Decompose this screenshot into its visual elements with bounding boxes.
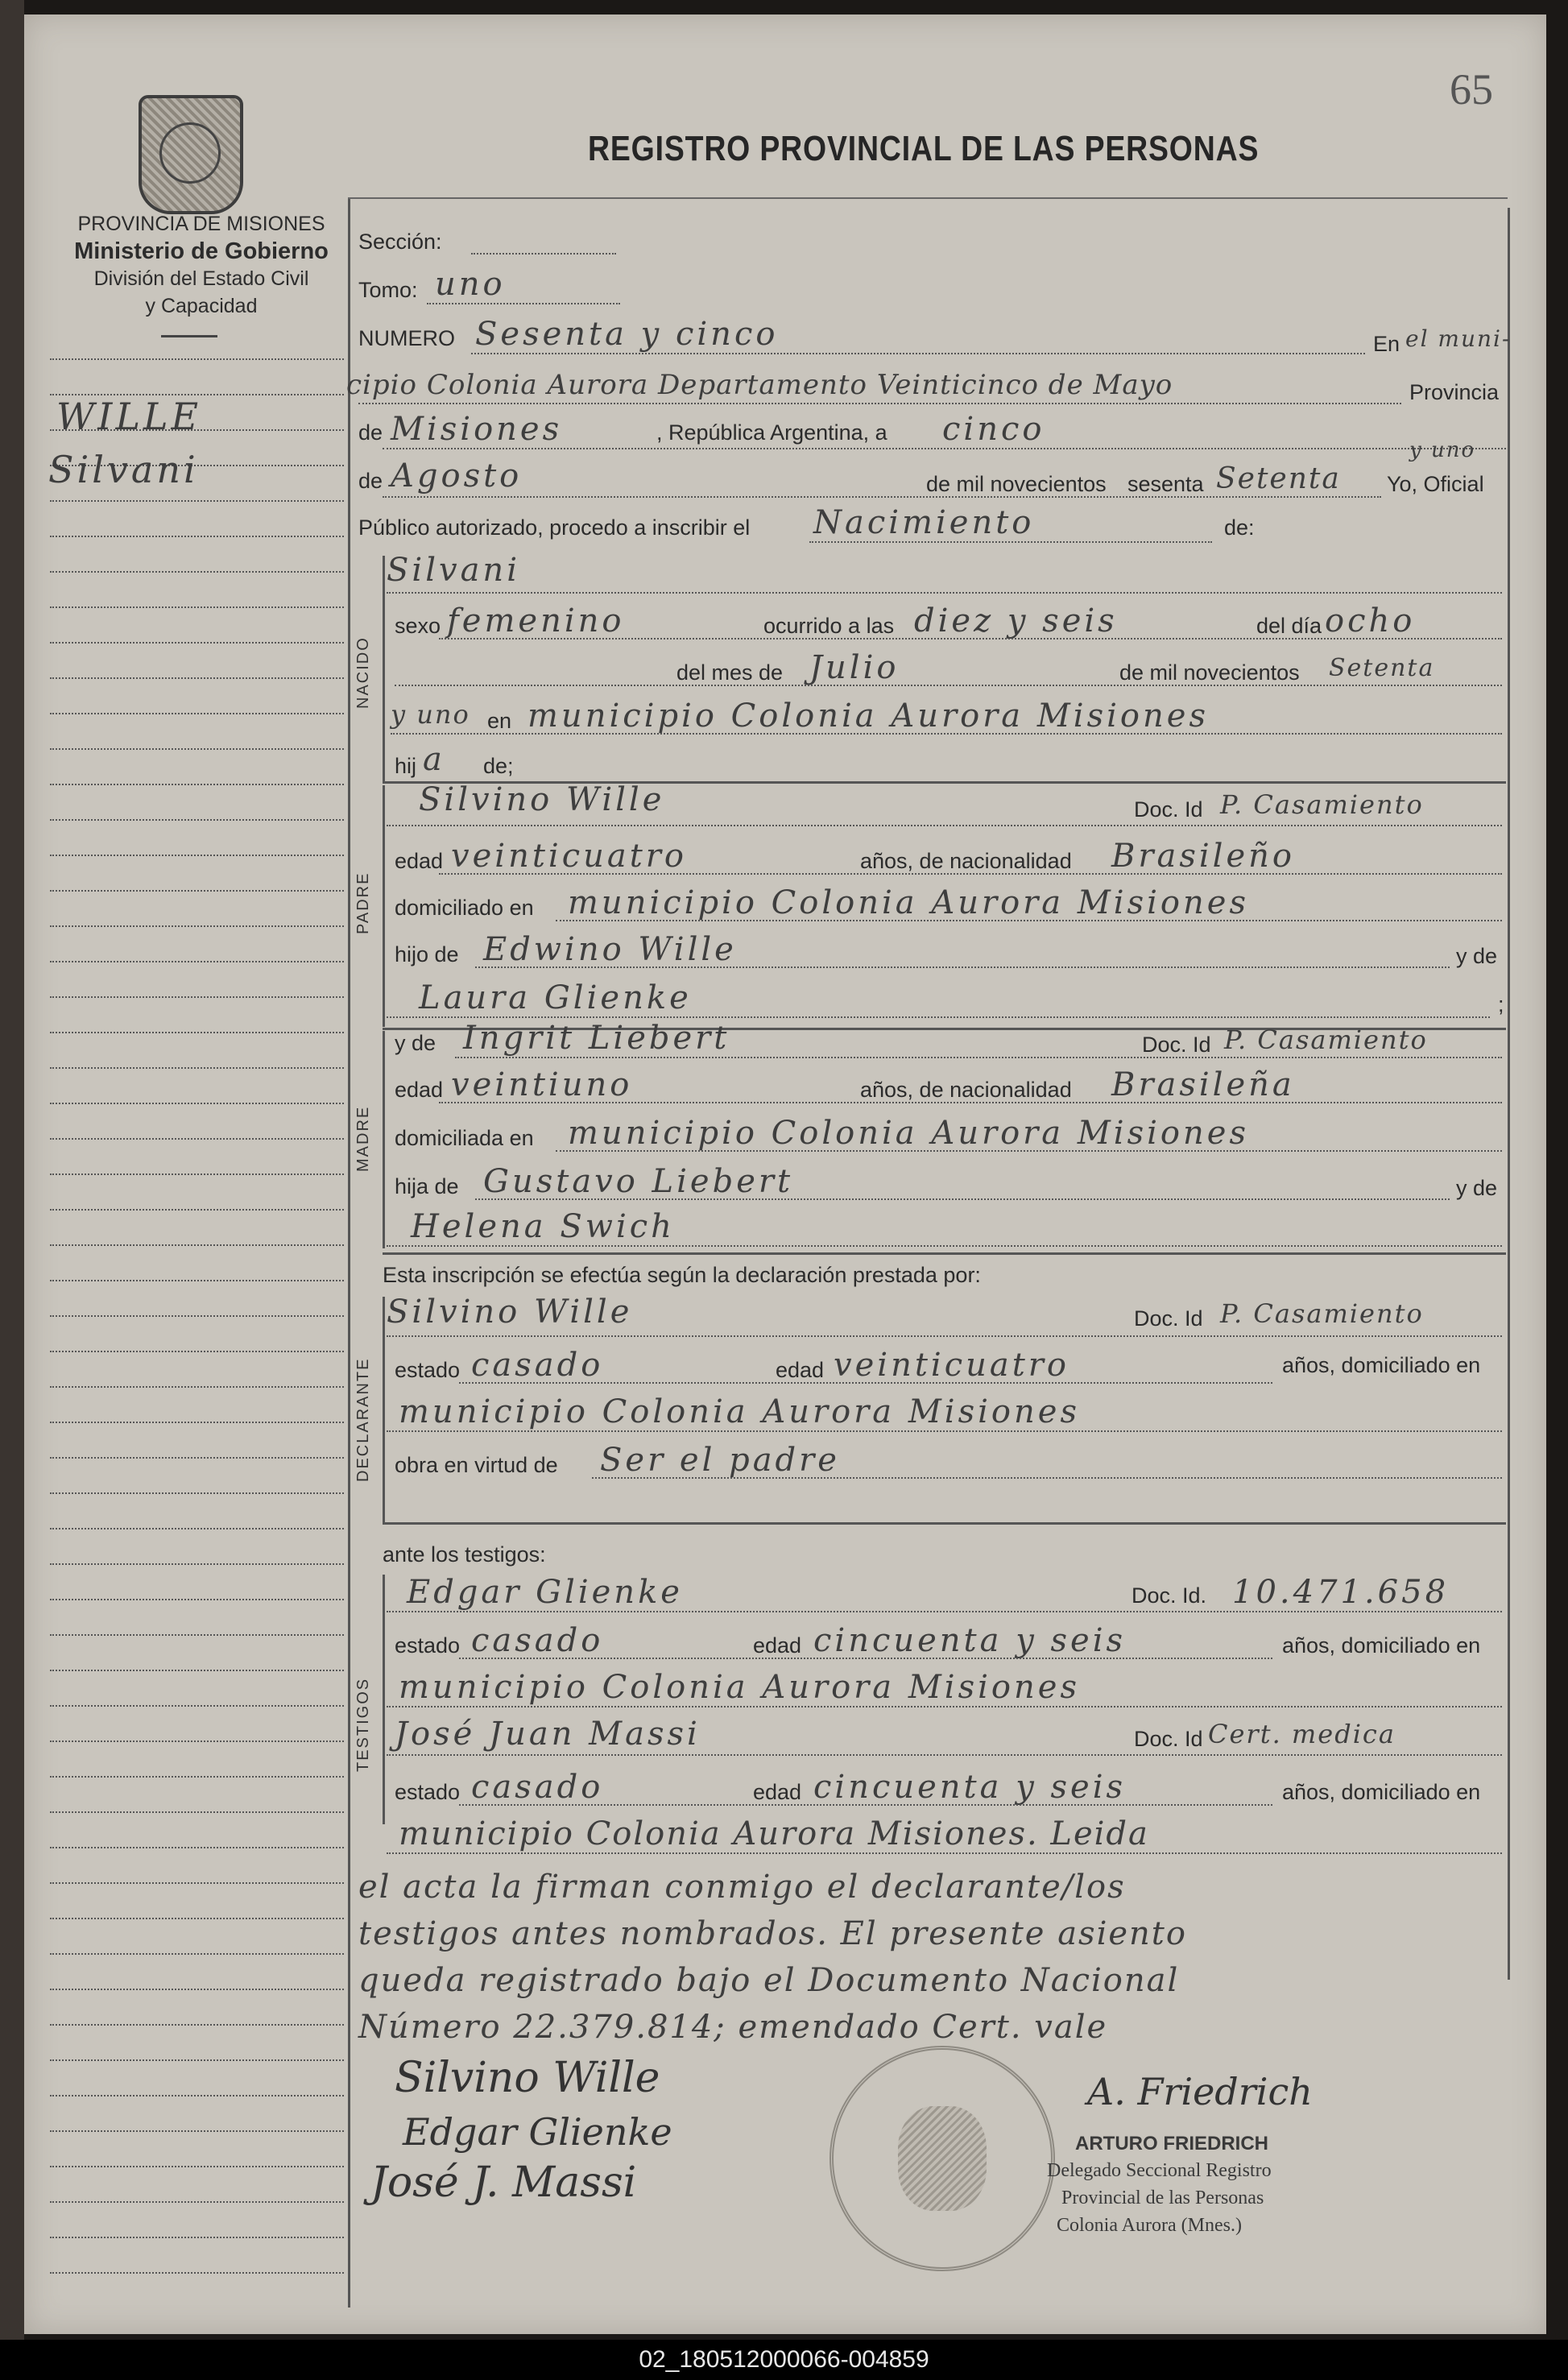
margin-rule bbox=[50, 1918, 344, 1919]
field-padre-dom: municipio Colonia Aurora Misiones bbox=[568, 884, 1249, 921]
margin-rule bbox=[50, 2095, 344, 2096]
field-padre-nombre: Silvino Wille bbox=[419, 781, 665, 818]
coat-of-arms-icon bbox=[139, 95, 243, 214]
section-madre: MADRE bbox=[354, 1105, 372, 1172]
field-dia-nac: ocho bbox=[1325, 602, 1416, 639]
margin-rule bbox=[50, 1989, 344, 1990]
field-acto: Nacimiento bbox=[813, 504, 1035, 541]
label-test1-anos: años, domiciliado en bbox=[1282, 1633, 1481, 1658]
margin-rule bbox=[50, 2201, 344, 2203]
margin-rule bbox=[50, 890, 344, 892]
nombre-line bbox=[387, 592, 1502, 594]
field-decl-doc: P. Casamiento bbox=[1220, 1298, 1424, 1329]
official-place: Colonia Aurora (Mnes.) bbox=[1057, 2215, 1242, 2236]
declarante-end-rule bbox=[383, 1522, 1506, 1525]
lugar-line bbox=[391, 733, 1502, 735]
label-hij: hij bbox=[395, 754, 417, 778]
right-border bbox=[1508, 208, 1510, 1980]
margin-rule bbox=[50, 500, 344, 502]
label-semicolon: ; bbox=[1498, 992, 1504, 1016]
label-decl-anos: años, domiciliado en bbox=[1282, 1353, 1481, 1377]
nacido-bracket bbox=[383, 556, 385, 781]
seccion-line bbox=[471, 253, 616, 255]
tomo-line bbox=[427, 303, 620, 304]
madre-edad-line bbox=[439, 1102, 1502, 1103]
test2-nombre-line bbox=[387, 1754, 1502, 1756]
label-provincia: Provincia bbox=[1409, 380, 1500, 404]
numero-line bbox=[471, 353, 1365, 354]
label-padre-edad: edad bbox=[395, 849, 444, 873]
field-mes: Agosto bbox=[391, 457, 523, 495]
madre-end-rule bbox=[383, 1252, 1506, 1255]
margin-rule bbox=[50, 677, 344, 679]
mes-nac-line bbox=[395, 685, 1502, 686]
label-padre-nac: años, de nacionalidad bbox=[860, 849, 1072, 873]
field-padre-doc: P. Casamiento bbox=[1220, 789, 1424, 820]
padre-nombre-line bbox=[387, 825, 1502, 826]
field-padre-padre: Edwino Wille bbox=[483, 931, 737, 968]
official-role-1: Delegado Seccional Registro bbox=[1047, 2160, 1272, 2181]
field-decl-obra: Ser el padre bbox=[600, 1442, 840, 1479]
closing-line-3: queda registrado bajo el Documento Nacional bbox=[358, 1962, 1180, 1999]
label-padre-y-de: y de bbox=[1456, 944, 1498, 968]
margin-rule bbox=[50, 925, 344, 927]
label-mil-nov-nac: de mil novecientos bbox=[1119, 660, 1300, 685]
madre-dom-line bbox=[556, 1150, 1502, 1152]
signature-oficial: A. Friedrich bbox=[1087, 2070, 1313, 2113]
label-decl-estado: estado bbox=[395, 1358, 461, 1382]
test2-estado-line bbox=[459, 1804, 1272, 1806]
field-numero: Sesenta y cinco bbox=[475, 316, 779, 353]
margin-given-name: Silvani bbox=[48, 448, 199, 491]
field-anio: Setenta bbox=[1216, 462, 1341, 495]
test1-estado-line bbox=[459, 1658, 1272, 1659]
margin-rule bbox=[50, 1492, 344, 1494]
decl-estado-line bbox=[459, 1382, 1272, 1384]
margin-rule bbox=[50, 1103, 344, 1104]
margin-rule bbox=[50, 1776, 344, 1778]
field-test1-edad: cincuenta y seis bbox=[813, 1622, 1127, 1659]
decl-dom-line bbox=[387, 1430, 1502, 1432]
label-sesenta: sesenta bbox=[1127, 472, 1204, 496]
field-padre-madre: Laura Glienke bbox=[419, 979, 692, 1016]
padre-madre-line bbox=[387, 1016, 1490, 1018]
testigos-bracket bbox=[383, 1575, 385, 1824]
field-municipio: cipio Colonia Aurora Departamento Veinticinco de Mayo bbox=[346, 369, 1173, 401]
margin-rule bbox=[50, 1209, 344, 1211]
margin-rule bbox=[50, 748, 344, 750]
field-madre-padre: Gustavo Liebert bbox=[483, 1163, 794, 1200]
label-del-dia: del día bbox=[1256, 614, 1322, 638]
header-ministry: Ministerio de Gobierno bbox=[74, 238, 329, 264]
margin-rule bbox=[50, 961, 344, 962]
field-madre-doc: P. Casamiento bbox=[1224, 1024, 1428, 1055]
field-test1-doc: 10.471.658 bbox=[1232, 1574, 1450, 1611]
margin-rule bbox=[50, 1032, 344, 1033]
label-de-colon: de: bbox=[1224, 515, 1255, 540]
label-tomo: Tomo: bbox=[358, 278, 418, 302]
label-seccion: Sección: bbox=[358, 230, 442, 254]
label-madre-y-de-2: y de bbox=[1456, 1176, 1498, 1200]
label-madre-edad: edad bbox=[395, 1078, 444, 1102]
label-test2-estado: estado bbox=[395, 1780, 461, 1804]
test2-dom-line bbox=[387, 1852, 1502, 1854]
margin-surname: WILLE bbox=[56, 395, 202, 438]
label-padre-doc: Doc. Id bbox=[1134, 797, 1203, 822]
label-madre-hija: hija de bbox=[395, 1174, 459, 1198]
section-nacido: NACIDO bbox=[354, 636, 372, 709]
label-sexo: sexo bbox=[395, 614, 441, 638]
margin-rule bbox=[50, 1138, 344, 1140]
margin-rule bbox=[50, 1847, 344, 1848]
margin-rule bbox=[50, 642, 344, 644]
header-divider bbox=[161, 335, 217, 337]
closing-line-4: Número 22.379.814; emendado Cert. vale bbox=[358, 2009, 1108, 2046]
test1-dom-line bbox=[387, 1706, 1502, 1707]
field-test1-estado: casado bbox=[471, 1622, 604, 1659]
label-padre-hijo: hijo de bbox=[395, 942, 459, 966]
closing-line-2: testigos antes nombrados. El presente asiento bbox=[358, 1915, 1187, 1952]
provincia-line bbox=[383, 448, 1506, 449]
field-test2-edad: cincuenta y seis bbox=[813, 1769, 1127, 1806]
label-padre-dom: domiciliado en bbox=[395, 896, 534, 920]
field-mes-nac: Julio bbox=[809, 649, 900, 686]
label-test2-anos: años, domiciliado en bbox=[1282, 1780, 1481, 1804]
field-madre-edad: veintiuno bbox=[451, 1066, 633, 1103]
field-nombre: Silvani bbox=[387, 552, 520, 589]
acto-line bbox=[809, 541, 1212, 543]
label-publico: Público autorizado, procedo a inscribir el bbox=[358, 515, 751, 540]
decl-nombre-line bbox=[387, 1335, 1502, 1337]
margin-rule bbox=[50, 1173, 344, 1175]
field-decl-estado: casado bbox=[471, 1347, 604, 1384]
margin-rule bbox=[50, 1705, 344, 1707]
margin-rule bbox=[50, 1599, 344, 1600]
margin-rule bbox=[50, 571, 344, 573]
margin-rule bbox=[50, 713, 344, 714]
padre-edad-line bbox=[439, 873, 1502, 875]
madre-nombre-line bbox=[455, 1057, 1502, 1058]
label-yo-oficial: Yo, Oficial bbox=[1387, 472, 1484, 496]
margin-rule bbox=[50, 2237, 344, 2238]
field-test1-dom: municipio Colonia Aurora Misiones bbox=[399, 1669, 1080, 1706]
margin-rule bbox=[50, 1563, 344, 1565]
field-dia: cinco bbox=[942, 411, 1045, 448]
field-sexo: femenino bbox=[447, 602, 625, 639]
margin-rule bbox=[50, 1634, 344, 1636]
label-republica: , República Argentina, a bbox=[656, 420, 887, 445]
padre-dom-line bbox=[556, 920, 1502, 921]
field-en: el muni- bbox=[1405, 325, 1512, 352]
margin-rule bbox=[50, 1315, 344, 1317]
field-hij-suffix: a bbox=[423, 741, 445, 778]
madre-bracket bbox=[383, 1031, 385, 1248]
field-decl-dom: municipio Colonia Aurora Misiones bbox=[399, 1393, 1080, 1430]
margin-rule bbox=[50, 1741, 344, 1742]
label-numero: NUMERO bbox=[358, 326, 455, 350]
official-role-2: Provincial de las Personas bbox=[1061, 2188, 1264, 2208]
label-madre-doc: Doc. Id bbox=[1142, 1033, 1211, 1057]
field-hora: diez y seis bbox=[914, 602, 1118, 639]
label-decl-doc: Doc. Id bbox=[1134, 1306, 1203, 1331]
margin-rule bbox=[50, 1670, 344, 1671]
label-inscripcion: Esta inscripción se efectúa según la declaración prestada por: bbox=[383, 1263, 981, 1287]
form-top-rule bbox=[348, 197, 1508, 199]
section-declarante: DECLARANTE bbox=[354, 1357, 372, 1482]
label-de-1: de bbox=[358, 420, 383, 445]
margin-rule bbox=[50, 2130, 344, 2132]
municipio-line bbox=[358, 403, 1401, 404]
document-title: REGISTRO PROVINCIAL DE LAS PERSONAS bbox=[588, 129, 1260, 168]
margin-rule bbox=[50, 784, 344, 785]
field-decl-edad: veinticuatro bbox=[834, 1347, 1069, 1384]
margin-rule bbox=[50, 1422, 344, 1423]
margin-rule bbox=[50, 1882, 344, 1884]
official-name: ARTURO FRIEDRICH bbox=[1075, 2133, 1268, 2154]
margin-rule bbox=[50, 1351, 344, 1352]
field-provincia: Misiones bbox=[391, 411, 563, 448]
label-de-2: de bbox=[358, 469, 383, 493]
label-madre-y-de: y de bbox=[395, 1031, 436, 1055]
madre-hija-line bbox=[475, 1198, 1450, 1200]
margin-rule bbox=[50, 2024, 344, 2026]
image-caption: 02_180512000066-004859 bbox=[0, 2340, 1568, 2380]
field-anio-extra: y uno bbox=[1409, 438, 1476, 462]
padre-hijo-line bbox=[475, 966, 1450, 968]
label-en: En bbox=[1373, 332, 1400, 356]
margin-rule bbox=[50, 855, 344, 856]
field-padre-nac: Brasileño bbox=[1111, 838, 1295, 875]
label-en-nac: en bbox=[487, 709, 512, 733]
margin-rule bbox=[50, 2059, 344, 2061]
label-madre-nac: años, de nacionalidad bbox=[860, 1078, 1072, 1102]
field-lugar-nac: municipio Colonia Aurora Misiones bbox=[527, 697, 1209, 735]
field-test1-nombre: Edgar Glienke bbox=[407, 1574, 683, 1611]
margin-rule bbox=[50, 606, 344, 608]
margin-rule bbox=[50, 1528, 344, 1529]
signature-testigo-2: José J. Massi bbox=[370, 2159, 637, 2207]
header-division: División del Estado Civil bbox=[93, 267, 309, 290]
margin-divider bbox=[348, 197, 350, 2308]
header-province: PROVINCIA DE MISIONES bbox=[77, 213, 325, 235]
field-test2-nombre: José Juan Massi bbox=[395, 1716, 701, 1753]
margin-rule bbox=[50, 1386, 344, 1388]
field-anio-nac: Setenta bbox=[1329, 654, 1435, 682]
field-madre-nombre: Ingrit Liebert bbox=[463, 1020, 730, 1057]
test1-nombre-line bbox=[387, 1611, 1502, 1612]
margin-rule bbox=[50, 819, 344, 821]
label-decl-edad: edad bbox=[776, 1358, 825, 1382]
field-anio-nac2: y uno bbox=[391, 699, 470, 730]
field-madre-madre: Helena Swich bbox=[411, 1208, 675, 1245]
margin-rule bbox=[50, 1457, 344, 1459]
margin-rule bbox=[50, 358, 344, 360]
field-decl-nombre: Silvino Wille bbox=[387, 1293, 633, 1331]
label-mil-novecientos: de mil novecientos bbox=[926, 472, 1107, 496]
section-testigos: TESTIGOS bbox=[354, 1677, 372, 1772]
mes-line bbox=[383, 496, 1381, 498]
field-madre-dom: municipio Colonia Aurora Misiones bbox=[568, 1115, 1249, 1152]
sexo-line bbox=[439, 638, 1502, 639]
madre-madre-line bbox=[387, 1245, 1502, 1247]
field-test2-dom: municipio Colonia Aurora Misiones. Leida bbox=[399, 1815, 1149, 1852]
header-capacity: y Capacidad bbox=[145, 295, 258, 317]
signature-declarante: Silvino Wille bbox=[395, 2054, 660, 2102]
section-padre: PADRE bbox=[354, 871, 372, 934]
closing-line-1: el acta la firman conmigo el declarante/los bbox=[358, 1869, 1126, 1906]
field-tomo: uno bbox=[435, 266, 506, 303]
margin-rule bbox=[50, 536, 344, 537]
official-stamp-icon bbox=[830, 2046, 1055, 2271]
label-ante: ante los testigos: bbox=[383, 1542, 546, 1567]
label-test2-edad: edad bbox=[753, 1780, 802, 1804]
label-test1-estado: estado bbox=[395, 1633, 461, 1658]
field-test2-estado: casado bbox=[471, 1769, 604, 1806]
page-number: 65 bbox=[1450, 65, 1493, 114]
margin-rule bbox=[50, 1067, 344, 1069]
field-madre-nac: Brasileña bbox=[1111, 1066, 1295, 1103]
label-madre-dom: domiciliada en bbox=[395, 1126, 534, 1150]
decl-obra-line bbox=[592, 1477, 1502, 1479]
margin-rule bbox=[50, 2166, 344, 2167]
margin-rule bbox=[50, 1811, 344, 1813]
margin-rule bbox=[50, 2272, 344, 2274]
margin-rule bbox=[50, 1953, 344, 1955]
margin-rule bbox=[50, 996, 344, 998]
field-test2-doc: Cert. medica bbox=[1208, 1719, 1396, 1749]
label-test1-doc: Doc. Id. bbox=[1132, 1583, 1207, 1608]
label-decl-obra: obra en virtud de bbox=[395, 1453, 558, 1477]
book-binding bbox=[0, 0, 24, 2380]
label-del-mes: del mes de bbox=[676, 660, 784, 685]
margin-rule bbox=[50, 1280, 344, 1281]
margin-rule bbox=[50, 1244, 344, 1246]
label-test2-doc: Doc. Id bbox=[1134, 1727, 1203, 1751]
field-padre-edad: veinticuatro bbox=[451, 838, 687, 875]
label-test1-edad: edad bbox=[753, 1633, 802, 1658]
declarante-bracket bbox=[383, 1297, 385, 1522]
padre-bracket bbox=[383, 785, 385, 1027]
signature-testigo-1: Edgar Glienke bbox=[403, 2110, 672, 2154]
label-ocurrido: ocurrido a las bbox=[763, 614, 895, 638]
label-de-semi: de; bbox=[483, 754, 514, 778]
